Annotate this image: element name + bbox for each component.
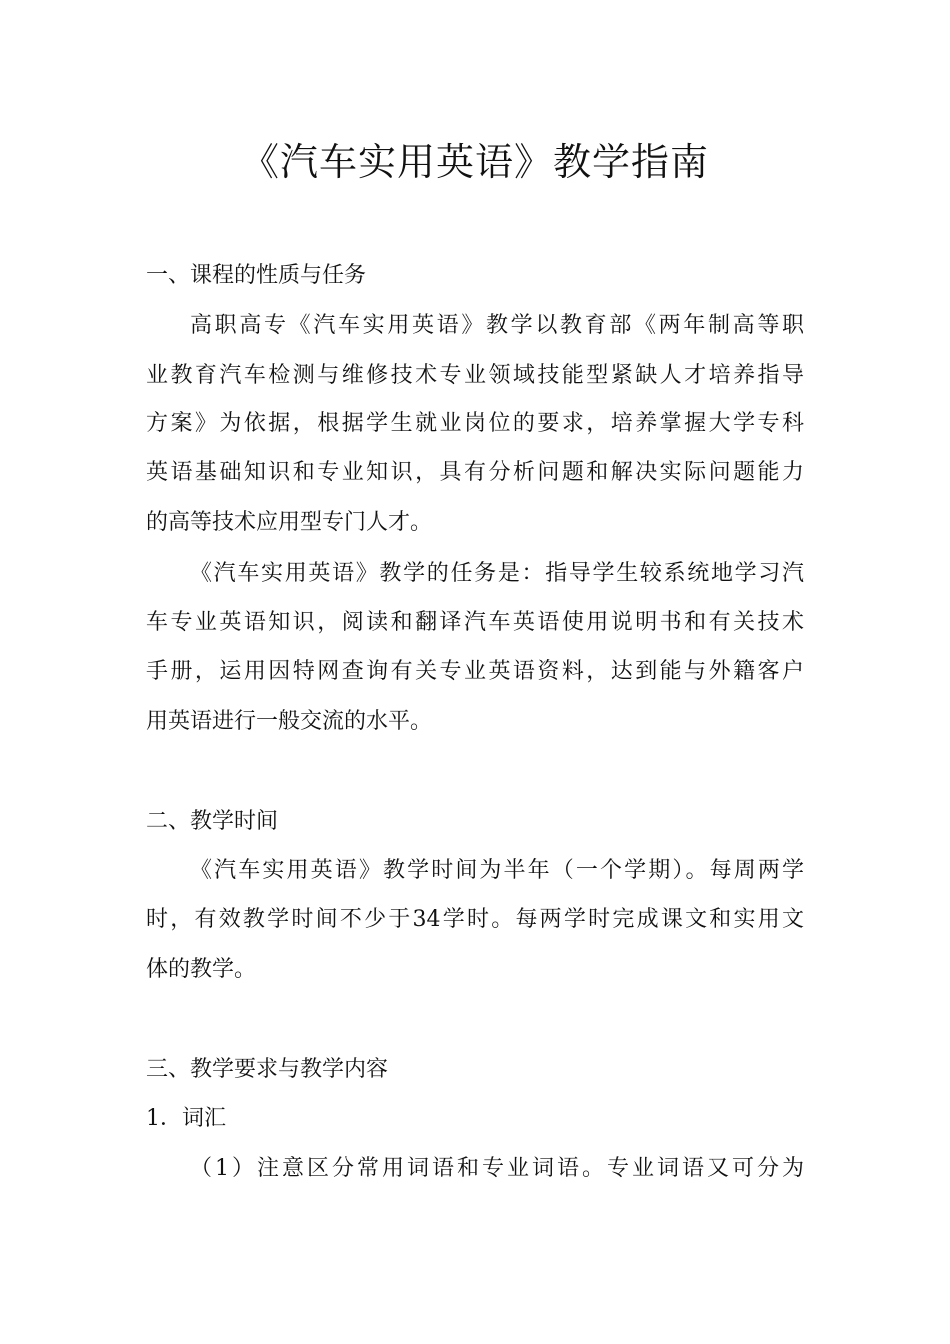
document-title: 《汽车实用英语》教学指南: [240, 140, 709, 184]
paragraph-line: 方案》为依据，根据学生就业岗位的要求，培养掌握大学专科: [146, 411, 804, 436]
subsection-heading-vocabulary: 1．词汇: [146, 1106, 226, 1131]
paragraph-line: 英语基础知识和专业知识，具有分析问题和解决实际问题能力: [146, 460, 804, 485]
section-heading-nature-tasks: 一、课程的性质与任务: [146, 263, 367, 288]
paragraph-line: 的高等技术应用型专门人才。: [146, 510, 433, 535]
paragraph-line: 用英语进行一般交流的水平。: [146, 709, 433, 734]
paragraph-line: 高职高专《汽车实用英语》教学以教育部《两年制高等职: [190, 313, 804, 338]
section-heading-requirements-content: 三、教学要求与教学内容: [146, 1057, 389, 1082]
paragraph-line: 时，有效教学时间不少于34学时。每两学时完成课文和实用文: [146, 907, 804, 932]
paragraph-line: 手册，运用因特网查询有关专业英语资料，达到能与外籍客户: [146, 659, 804, 684]
paragraph-line: 业教育汽车检测与维修技术专业领域技能型紧缺人才培养指导: [146, 363, 804, 388]
paragraph-line: 体的教学。: [146, 957, 257, 982]
section-heading-teaching-time: 二、教学时间: [146, 809, 279, 834]
paragraph-line: 《汽车实用英语》教学时间为半年（一个学期）。每周两学: [190, 858, 804, 883]
paragraph-line: 《汽车实用英语》教学的任务是：指导学生较系统地学习汽: [190, 561, 804, 586]
paragraph-line: （1）注意区分常用词语和专业词语。专业词语又可分为: [190, 1156, 804, 1181]
paragraph-line: 车专业英语知识，阅读和翻译汽车英语使用说明书和有关技术: [146, 610, 804, 635]
